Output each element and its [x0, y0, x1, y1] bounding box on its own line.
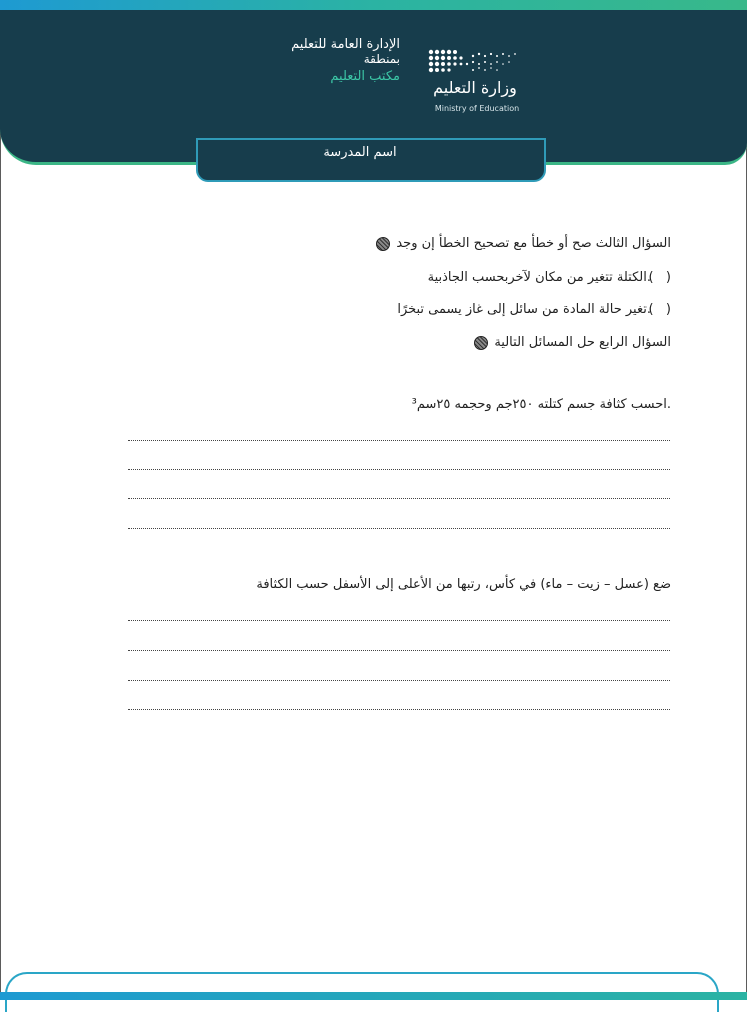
- problem-1: .احسب كثافة جسم كتلته ٢٥٠جم وحجمه ٢٥سم³: [411, 397, 671, 412]
- admin-title: الإدارة العامة للتعليم: [291, 37, 400, 52]
- question-3-item-1-text: .الكتلة تتغير من مكان لآخربحسب الجاذبية: [427, 270, 651, 285]
- question-3-title: [376, 236, 671, 251]
- question-4-text: السؤال الرابع حل المسائل التالية: [494, 335, 671, 350]
- ministry-name-ar: وزارة التعليم: [433, 78, 517, 97]
- answer-line[interactable]: [128, 440, 670, 441]
- answer-box[interactable]: ( ): [648, 270, 671, 285]
- bottom-accent-strip: [0, 992, 747, 1000]
- answer-line[interactable]: [128, 498, 670, 499]
- bullet-icon: [474, 336, 488, 350]
- ministry-name-en: Ministry of Education: [434, 104, 520, 113]
- question-3-text: السؤال الثالث صح أو خطأ مع تصحيح الخطأ إن وجد: [396, 236, 671, 251]
- bullet-icon: [376, 237, 390, 251]
- question-4-title: [474, 335, 671, 350]
- question-3-item-2-text: .تغير حالة المادة من سائل إلى غاز يسمى تبخرًا: [397, 302, 651, 317]
- question-3-item-2: [397, 302, 671, 317]
- admin-region: بمنطقة: [363, 52, 400, 66]
- problem-2: ضع (عسل – زيت – ماء) في كأس، رتبها من الأعلى إلى الأسفل حسب الكثافة: [256, 577, 671, 592]
- ministry-logo-icon: [427, 48, 519, 78]
- answer-line[interactable]: [128, 709, 670, 710]
- answer-line[interactable]: [128, 680, 670, 681]
- answer-box[interactable]: ( ): [648, 302, 671, 317]
- question-3-item-1: [428, 270, 671, 285]
- school-name-label: اسم المدرسة: [323, 145, 397, 160]
- answer-line[interactable]: [128, 469, 670, 470]
- answer-line[interactable]: [128, 528, 670, 529]
- answer-line[interactable]: [128, 620, 670, 621]
- office-name: مكتب التعليم: [330, 69, 400, 84]
- answer-line[interactable]: [128, 650, 670, 651]
